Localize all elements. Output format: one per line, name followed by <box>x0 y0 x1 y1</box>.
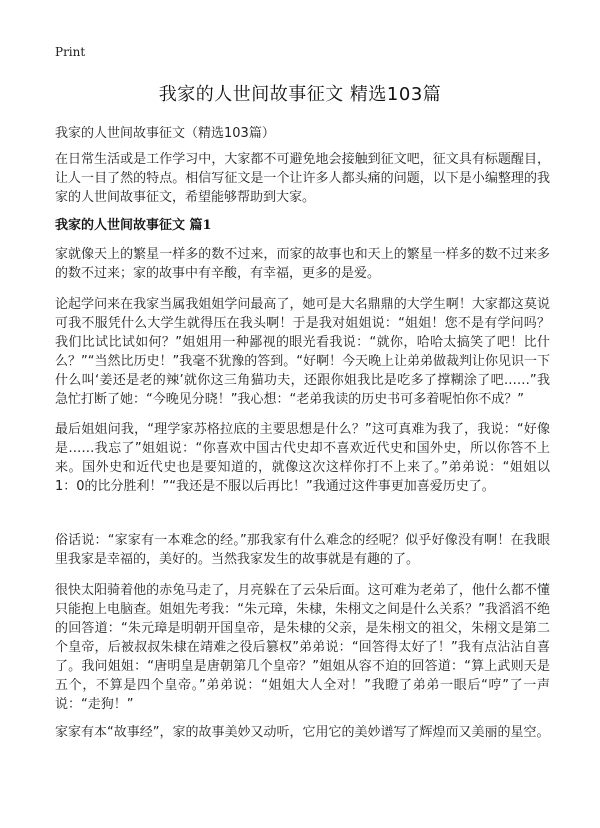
paragraph-4: 俗话说：“家家有一本难念的经。”那我家有什么难念的经呢？似乎好像没有啊！在我眼里我家是幸福的，美好的。当然我家发生的故事就是有趣的了。 <box>55 533 550 567</box>
paragraph-1: 家就像天上的繁星一样多的数不过来，而家的故事也和天上的繁星一样多的数不过来多的数不过来；家的故事中有辛酸，有幸福，更多的是爱。 <box>55 247 550 281</box>
paragraph-6: 家家有本“故事经”，家的故事美妙又动听，它用它的美妙谱写了辉煌而又美丽的星空。 <box>55 725 550 740</box>
section-heading: 我家的人世间故事征文 篇1 <box>55 218 212 233</box>
page-subtitle: 我家的人世间故事征文（精选103篇） <box>55 126 275 141</box>
paragraph-5: 很快太阳骑着他的赤兔马走了，月亮躲在了云朵后面。这可难为老弟了，他什么都不懂只能抱上电脑查。姐姐先考我：“朱元璋，朱棣，朱栩文之间是什么关系？”我滔滔不绝的回答道：“朱元璋是明朝开国皇帝，是朱棣的父亲，是朱栩文的祖父，朱栩文是第二个皇帝，后被叔叔朱棣在靖难之役后篡权”弟弟说：“回答得太好了！”我有点沾沾自喜了。我问姐姐：“唐明皇是唐朝第几个皇帝？”姐姐从容不迫的回答道：“算上武则天是五个，不算是四个皇帝。”弟弟说：“姐姐大人全对！”我瞪了弟弟一眼后“哼”了一声说：“走狗！” <box>55 583 550 712</box>
print-link[interactable]: Print <box>55 45 86 59</box>
paragraph-2: 论起学问来在我家当属我姐姐学问最高了，她可是大名鼎鼎的大学生啊！大家都这莫说可我不服凭什么大学生就得压在我头啊！于是我对姐姐说：“姐姐！您不是有学问吗？我们比试比试如何？”姐姐用一种鄙视的眼光看我说：“就你，哈哈太搞笑了吧！比什么？”“当然比历史！”我毫不犹豫的答到。“好啊！今天晚上让弟弟做裁判让你见识一下什么叫‘姜还是老的辣’就你这三角猫功夫，还跟你姐我比是吃多了撑糊涂了吧……”我急忙打断了她：“今晚见分晓！”我心想：“老弟我读的历史书可多着呢怕你不成？” <box>55 297 551 407</box>
paragraph-3: 最后姐姐问我，“理学家苏格拉底的主要思想是什么？”这可真难为我了，我说：“好像是……我忘了”姐姐说：“你喜欢中国古代史却不喜欢近代史和国外史，所以你答不上来。国外史和近代史也是要知道的，就像这次这样你打不上来了。”弟弟说：“姐姐以1：0的比分胜利！”“我还是不服以后再比！”我通过这件事更加喜爱历史了。 <box>55 422 550 494</box>
intro-paragraph: 在日常生活或是工作学习中，大家都不可避免地会接触到征文吧，征文具有标题醒目，让人一目了然的特点。相信写征文是一个让许多人都头痛的问题，以下是小编整理的我家的人世间故事征文，希望能够帮助到大家。 <box>55 152 550 205</box>
page-title: 我家的人世间故事征文 精选103篇 <box>158 84 442 105</box>
